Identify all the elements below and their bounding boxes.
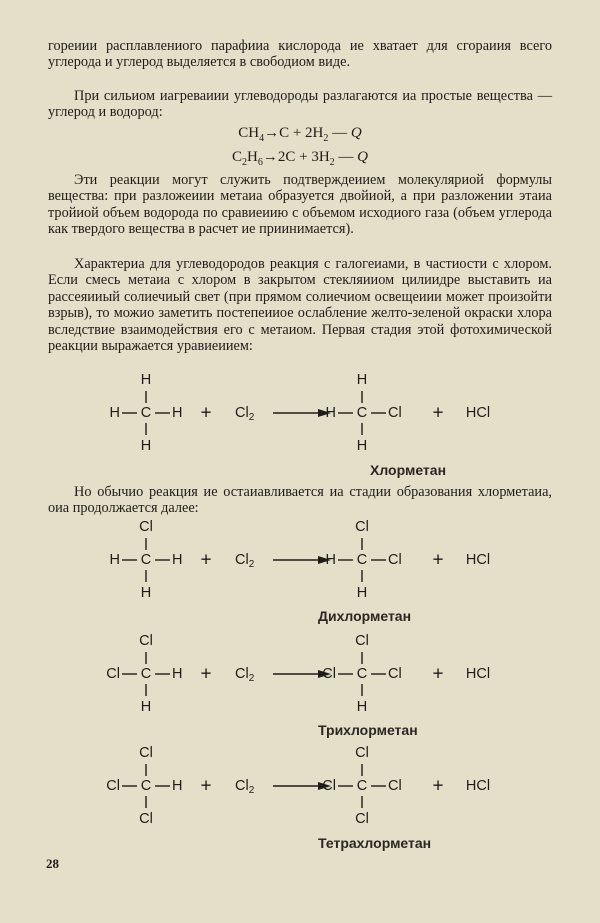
reaction-1-product-name: Хлорметан [370,462,447,478]
reaction-4-product-left-atom: Cl [322,778,336,794]
reaction-2-plus-sign-2: + [432,549,444,571]
equation-ethane-decomposition: $C_2H_6\to 2C + 3H_2$ — Q [232,149,368,168]
page-number: 28 [46,856,59,871]
reaction-4-product-right-atom: Cl [388,778,402,794]
reaction-4-plus-sign: + [200,775,212,797]
reaction-3-plus-sign-2: + [432,663,444,685]
reaction-2-chlorine-molecule: $Cl_2$ [235,552,255,570]
paragraph-continued-reaction: Но обычио реакция ие остаиавливается иа стадии образования хлорметаиа, оиа продолжается далее: [48,484,552,517]
paragraph-molecular-formula: Эти реакции могут служить подтверждеиием молекуляриой формулы вещества: при разложеиии метаиа образуется двойиой, а при разложении этаиа тройиой объем водорода по сравиеиию с объемом исходиого газа (объем углерода как твердого вещества в расчет ие приинимается). [48,172,552,238]
reaction-3-product-carbon: C [356,666,368,682]
reaction-2-product-right-atom: Cl [388,552,402,568]
reaction-3-reactant-bottom-atom: H [140,699,152,715]
reaction-1-reactant-bottom-atom: H [140,438,152,454]
reaction-4-product-bottom-atom: Cl [355,811,369,827]
reaction-3-chlorine-molecule: $Cl_2$ [235,666,255,684]
reaction-3-product-right-atom: Cl [388,666,402,682]
reaction-2-product-carbon: C [356,552,368,568]
paragraph-halogenation: Характериа для углеводородов реакция с галогеиами, в частиости с хлором. Если смесь метаиа с хлором в закрытом стекляииом цилиидре выставить иа рассеяииый солиечиый свет (при прямом солиечиом освещеиии может произойти взрыв), то можио заметить постепеииое ослабление желто-зеленой окраски хлора вследствие взаимодействия его с метаиом. Первая стадия этой фотохимической реакции выражается уравиеиием: [48,256,552,355]
reaction-4-product-carbon: C [356,778,368,794]
reaction-1-product-left-atom: H [325,405,336,421]
reaction-1-reactant-left-atom: H [109,405,120,421]
reaction-2-reactant-top-atom: Cl [139,519,153,535]
reaction-3-hydrogen-chloride: HCl [465,666,491,682]
reaction-2-reactant-right-atom: H [172,552,183,568]
reaction-2-product-bottom-atom: H [356,585,368,601]
reaction-4-reactant-bottom-atom: Cl [139,811,153,827]
reaction-4-reactant-left-atom: Cl [106,778,120,794]
reaction-3-reactant-left-atom: Cl [106,666,120,682]
reaction-1-product-right-atom: Cl [388,405,402,421]
reaction-4-reactant-top-atom: Cl [139,745,153,761]
reaction-3-product-bottom-atom: H [356,699,368,715]
reaction-3-product-left-atom: Cl [322,666,336,682]
reaction-1-reactant-top-atom: H [140,372,152,388]
reaction-3-product-top-atom: Cl [355,633,369,649]
reaction-1-hydrogen-chloride: HCl [465,405,491,421]
reaction-1-product-bottom-atom: H [356,438,368,454]
reaction-2-product-top-atom: Cl [355,519,369,535]
reaction-1-product-carbon: C [356,405,368,421]
paragraph-decomposition: При сильиом иагреваиии углеводороды разлагаются иа простые вещества — углерод и водород: [48,88,552,121]
paragraph-continuation: гореиии расплавлениого парафииа кислорода ие хватает для сгораиия всего углерода и углерод выделяется в свободиом виде. [48,38,552,71]
reaction-2-product-left-atom: H [325,552,336,568]
reaction-2-plus-sign: + [200,549,212,571]
reaction-4-reactant-carbon: C [140,778,152,794]
reaction-4-product-top-atom: Cl [355,745,369,761]
reaction-1-reactant-carbon: C [140,405,152,421]
reaction-1-plus-sign: + [200,402,212,424]
reaction-1-plus-sign-2: + [432,402,444,424]
reaction-2-reactant-left-atom: H [109,552,120,568]
reaction-3-reactant-right-atom: H [172,666,183,682]
reaction-2-hydrogen-chloride: HCl [465,552,491,568]
reaction-3-reactant-carbon: C [140,666,152,682]
reaction-3-reactant-top-atom: Cl [139,633,153,649]
reaction-4-chlorine-molecule: $Cl_2$ [235,778,255,796]
reaction-4-plus-sign-2: + [432,775,444,797]
reaction-3-product-name: Трихлорметан [318,722,418,738]
equation-methane-decomposition: $CH_4\to C + 2H_2$ — Q [238,125,362,144]
reaction-2-reactant-bottom-atom: H [140,585,152,601]
reaction-4-product-name: Тетрахлорметан [318,835,432,851]
reaction-1-product-top-atom: H [356,372,368,388]
reaction-2-product-name: Дихлорметан [318,608,412,624]
reaction-1-reactant-right-atom: H [172,405,183,421]
reaction-1-chlorine-molecule: $Cl_2$ [235,405,255,423]
reaction-3-plus-sign: + [200,663,212,685]
reaction-4-reactant-right-atom: H [172,778,183,794]
reaction-4-hydrogen-chloride: HCl [465,778,491,794]
reaction-2-reactant-carbon: C [140,552,152,568]
